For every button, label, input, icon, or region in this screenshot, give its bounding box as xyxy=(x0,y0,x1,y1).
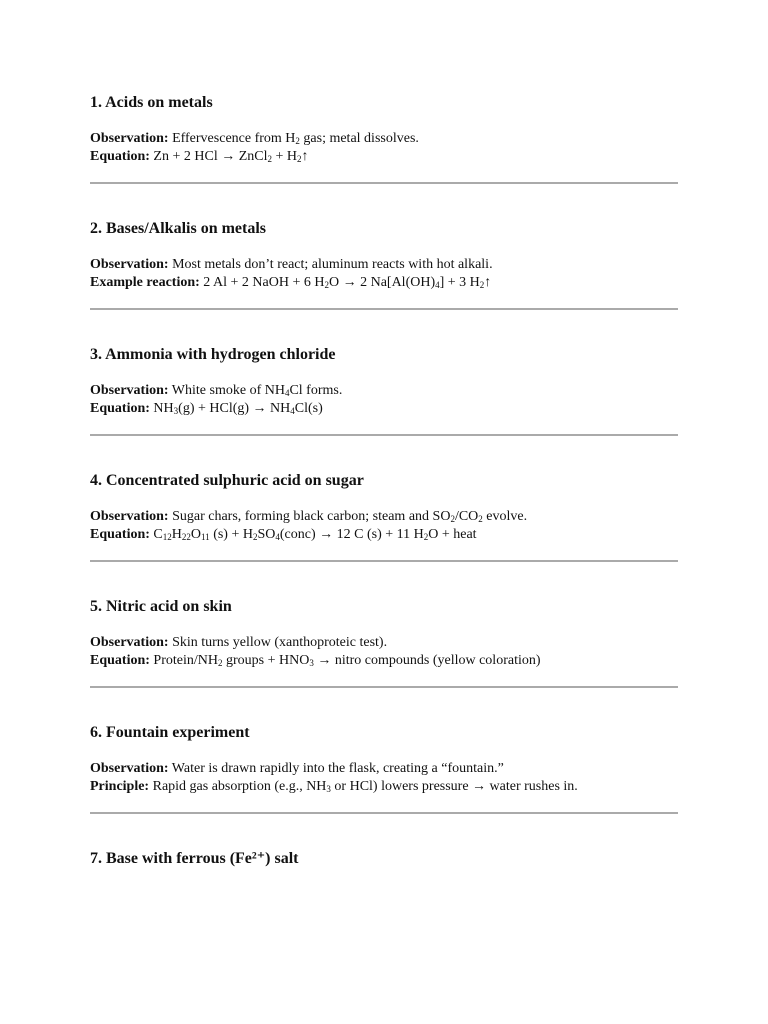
line-text: Rapid gas absorption (e.g., NH xyxy=(149,779,327,794)
line-text: 2 Al + 2 NaOH + 6 H xyxy=(199,275,325,290)
section-3 xyxy=(90,345,678,471)
section-6 xyxy=(90,723,678,849)
subscript: 2 xyxy=(297,154,302,164)
section-4 xyxy=(90,471,678,597)
text-line xyxy=(90,634,678,652)
line-label: Equation: xyxy=(90,401,150,416)
line-text: (s) + H xyxy=(209,527,253,542)
section-heading: 2. Bases/Alkalis on metals xyxy=(90,220,267,237)
subscript: 4 xyxy=(290,406,295,416)
line-text: C xyxy=(149,527,163,542)
line-text: Cl(s) xyxy=(294,401,323,416)
line-text: H xyxy=(171,527,182,542)
subscript: 2 xyxy=(295,136,300,146)
line-text: ↑ xyxy=(484,275,492,290)
line-text: + H xyxy=(272,149,298,164)
line-text: Most metals don’t react; aluminum reacts with hot alkali. xyxy=(168,257,493,272)
subscript: 3 xyxy=(326,784,331,794)
text-line xyxy=(90,778,678,796)
section-body xyxy=(90,760,678,796)
line-text: /CO xyxy=(454,509,479,524)
subscript: 2 xyxy=(450,514,455,524)
section-body xyxy=(90,634,678,670)
line-label: Equation: xyxy=(90,149,150,164)
line-label: Equation: xyxy=(90,653,150,668)
text-line xyxy=(90,256,678,274)
line-text: (g) + HCl(g) → NH xyxy=(178,401,291,416)
text-line xyxy=(90,274,678,292)
section-2 xyxy=(90,219,678,345)
text-line xyxy=(90,130,678,148)
text-line xyxy=(90,652,678,670)
line-text: gas; metal dissolves. xyxy=(299,131,419,146)
line-text: Water is drawn rapidly into the flask, creating a “fountain.” xyxy=(168,761,504,776)
line-text: Protein/NH xyxy=(149,653,218,668)
text-line xyxy=(90,382,678,400)
subscript: 3 xyxy=(309,658,314,668)
subscript: 2 xyxy=(479,280,485,290)
subscript: 2 xyxy=(267,154,272,164)
subscript: 2 xyxy=(478,514,483,524)
section-heading: 4. Concentrated sulphuric acid on sugar xyxy=(90,472,364,489)
text-line xyxy=(90,508,678,526)
line-text: White smoke of NH xyxy=(168,383,285,398)
line-text: ] + 3 H xyxy=(439,275,480,290)
line-text: NH xyxy=(149,401,174,416)
subscript: 22 xyxy=(181,532,191,542)
line-label: Observation: xyxy=(90,257,169,272)
line-text: Cl forms. xyxy=(289,383,343,398)
line-text: O + heat xyxy=(428,527,477,542)
line-label: Example reaction: xyxy=(90,275,200,290)
section-body xyxy=(90,508,678,544)
line-label: Observation: xyxy=(90,761,169,776)
subscript: 4 xyxy=(284,388,290,398)
subscript: 2 xyxy=(324,280,329,290)
text-line xyxy=(90,526,678,544)
line-text: (conc) → 12 C (s) + 11 H xyxy=(279,527,424,542)
line-label: Observation: xyxy=(90,383,169,398)
section-heading: 1. Acids on metals xyxy=(90,94,213,111)
text-line xyxy=(90,400,678,418)
subscript: 3 xyxy=(173,406,179,416)
line-label: Principle: xyxy=(90,779,150,794)
line-label: Observation: xyxy=(90,131,169,146)
section-1 xyxy=(90,93,678,219)
subscript: 11 xyxy=(201,532,210,542)
subscript: 4 xyxy=(275,532,280,542)
line-label: Equation: xyxy=(90,527,150,542)
line-text: groups + HNO xyxy=(222,653,310,668)
line-text: → nitro compounds (yellow coloration) xyxy=(313,653,541,668)
section-heading: 6. Fountain experiment xyxy=(90,724,250,741)
line-label: Observation: xyxy=(90,509,169,524)
section-body xyxy=(90,130,678,166)
line-text: or HCl) lowers pressure → water rushes in. xyxy=(330,779,578,794)
line-text: O xyxy=(190,527,202,542)
line-text: SO xyxy=(257,527,276,542)
line-text: Skin turns yellow (xanthoproteic test). xyxy=(168,635,388,650)
subscript: 12 xyxy=(162,532,172,542)
line-text: ↑ xyxy=(301,149,309,164)
section-heading: 5. Nitric acid on skin xyxy=(90,598,232,615)
section-heading: 7. Base with ferrous (Fe²⁺) salt xyxy=(90,850,299,867)
line-text: evolve. xyxy=(482,509,528,524)
section-heading: 3. Ammonia with hydrogen chloride xyxy=(90,346,336,363)
subscript: 2 xyxy=(252,532,258,542)
section-body xyxy=(90,256,678,292)
line-text: Zn + 2 HCl → ZnCl xyxy=(149,149,268,164)
text-line xyxy=(90,148,678,166)
subscript: 4 xyxy=(435,280,440,290)
text-line xyxy=(90,760,678,778)
section-5 xyxy=(90,597,678,723)
line-text: Sugar chars, forming black carbon; steam and SO xyxy=(168,509,451,524)
section-body xyxy=(90,382,678,418)
line-label: Observation: xyxy=(90,635,169,650)
section-7 xyxy=(90,849,678,869)
subscript: 2 xyxy=(423,532,429,542)
line-text: O → 2 Na[Al(OH) xyxy=(328,275,436,290)
line-text: Effervescence from H xyxy=(168,131,296,146)
subscript: 2 xyxy=(217,658,223,668)
